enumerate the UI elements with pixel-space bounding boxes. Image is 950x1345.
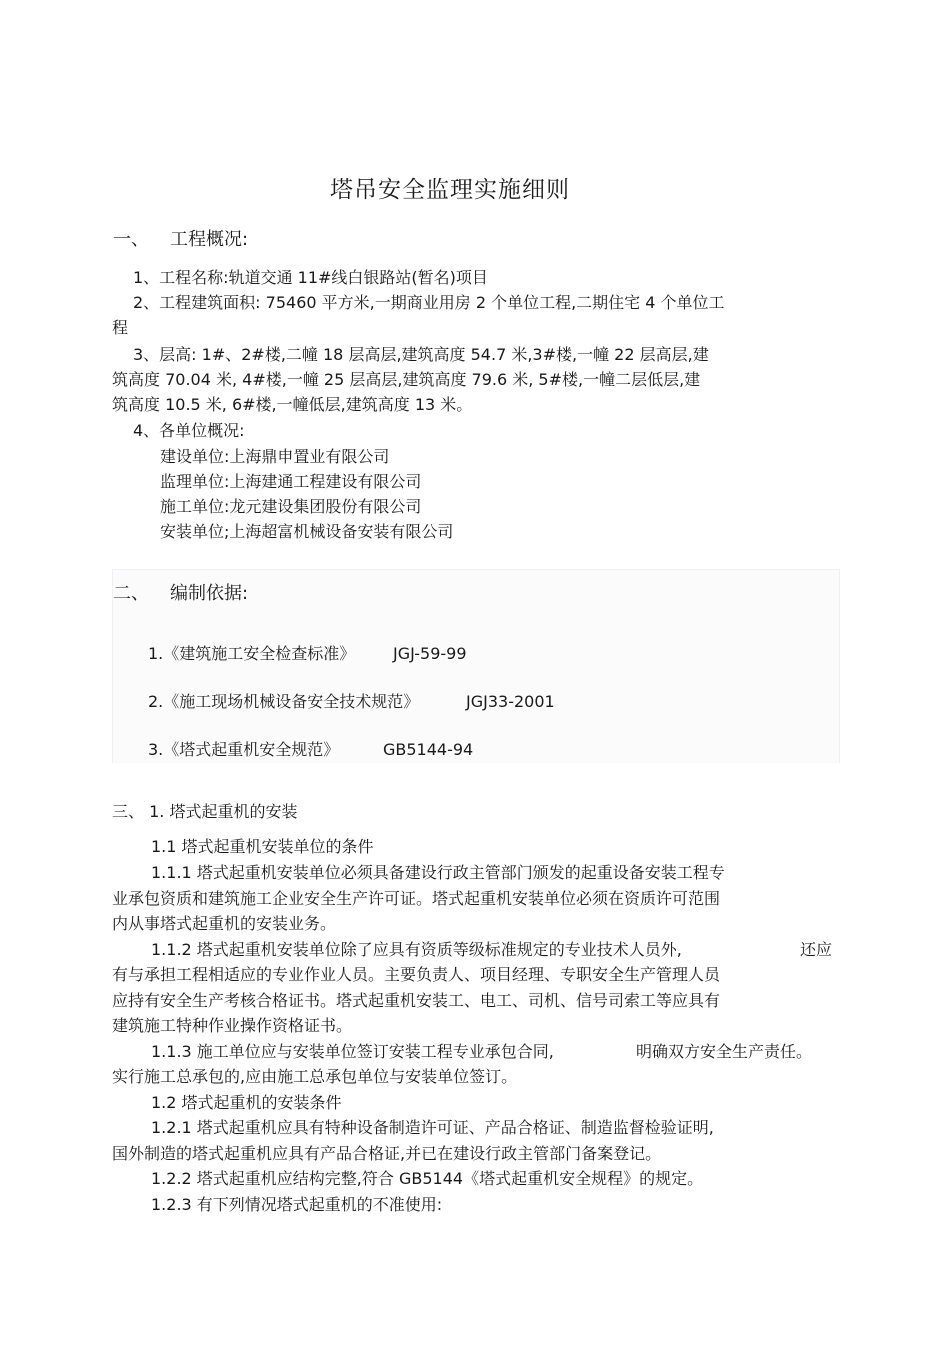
unit-contractor: 施工单位:龙元建设集团股份有限公司 <box>160 497 422 516</box>
clause-1-1-3-tail: 明确双方安全生产责任。 <box>636 1042 813 1061</box>
document-title: 塔吊安全监理实施细则 <box>330 177 570 203</box>
unit-developer: 建设单位:上海鼎申置业有限公司 <box>160 447 390 466</box>
clause-1-2-2: 1.2.2 塔式起重机应结构完整,符合 GB5144《塔式起重机安全规程》的规定。 <box>151 1169 704 1188</box>
clause-1-1-1-cont-1: 业承包资质和建筑施工企业安全生产许可证。塔式起重机安装单位必须在资质许可范围 <box>112 889 721 908</box>
unit-installer: 安装单位;上海超富机械设备安装有限公司 <box>160 522 454 541</box>
reference-2-code: JGJ33-2001 <box>466 692 555 711</box>
clause-1-1-2-cont-2: 应持有安全生产考核合格证书。塔式起重机安装工、电工、司机、信号司索工等应具有 <box>112 991 721 1010</box>
clause-1-2-1-cont: 国外制造的塔式起重机应具有产品合格证,并已在建设行政主管部门备案登记。 <box>112 1144 662 1163</box>
clause-1-1-2-cont-3: 建筑施工特种作业操作资格证书。 <box>112 1016 353 1035</box>
unit-supervisor: 监理单位:上海建通工程建设有限公司 <box>160 472 422 491</box>
units-overview-line: 4、各单位概况: <box>133 421 245 440</box>
floor-height-line: 3、层高: 1#、2#楼,二幢 18 层高层,建筑高度 54.7 米,3#楼,一幢 22 层高层,建 <box>133 345 709 364</box>
section-2-number: 二、 <box>113 583 149 604</box>
clause-1-1-2: 1.1.2 塔式起重机安装单位除了应具有资质等级标准规定的专业技术人员外, <box>151 940 682 959</box>
reference-2-name: 2.《施工现场机械设备安全技术规范》 <box>148 692 420 711</box>
clause-1-2-3: 1.2.3 有下列情况塔式起重机的不准使用: <box>151 1195 443 1214</box>
reference-3-code: GB5144-94 <box>383 740 474 759</box>
project-name-line: 1、工程名称:轨道交通 11#线白银路站(暂名)项目 <box>133 268 488 287</box>
section-1-heading: 工程概况: <box>170 229 249 250</box>
clause-1-1-1-cont-2: 内从事塔式起重机的安装业务。 <box>112 914 337 933</box>
clause-1-1: 1.1 塔式起重机安装单位的条件 <box>151 837 374 856</box>
floor-height-line-cont-2: 筑高度 10.5 米, 6#楼,一幢低层,建筑高度 13 米。 <box>112 395 473 414</box>
reference-3-name: 3.《塔式起重机安全规范》 <box>148 740 340 759</box>
clause-1-1-3: 1.1.3 施工单位应与安装单位签订安装工程专业承包合同, <box>151 1042 554 1061</box>
clause-1-1-2-tail: 还应 <box>800 940 833 959</box>
reference-1-code: JGJ-59-99 <box>393 644 467 663</box>
section-1-number: 一、 <box>113 229 149 250</box>
building-area-line-cont: 程 <box>112 318 129 337</box>
clause-1-1-2-cont-1: 有与承担工程相适应的专业作业人员。主要负责人、项目经理、专职安全生产管理人员 <box>112 965 721 984</box>
clause-1-1-1: 1.1.1 塔式起重机安装单位必须具备建设行政主管部门颁发的起重设备安装工程专 <box>151 863 725 882</box>
clause-1-2: 1.2 塔式起重机的安装条件 <box>151 1093 342 1112</box>
reference-1-name: 1.《建筑施工安全检查标准》 <box>148 644 356 663</box>
clause-1-1-3-cont: 实行施工总承包的,应由施工总承包单位与安装单位签订。 <box>112 1067 518 1086</box>
building-area-line: 2、工程建筑面积: 75460 平方米,一期商业用房 2 个单位工程,二期住宅 4 个单位工 <box>133 293 725 312</box>
clause-1-2-1: 1.2.1 塔式起重机应具有特种设备制造许可证、产品合格证、制造监督检验证明, <box>151 1118 714 1137</box>
section-3-heading: 三、 1. 塔式起重机的安装 <box>112 802 298 821</box>
floor-height-line-cont-1: 筑高度 70.04 米, 4#楼,一幢 25 层高层,建筑高度 79.6 米, 5#楼,一幢二层低层,建 <box>112 370 701 389</box>
section-2-heading: 编制依据: <box>170 583 249 604</box>
